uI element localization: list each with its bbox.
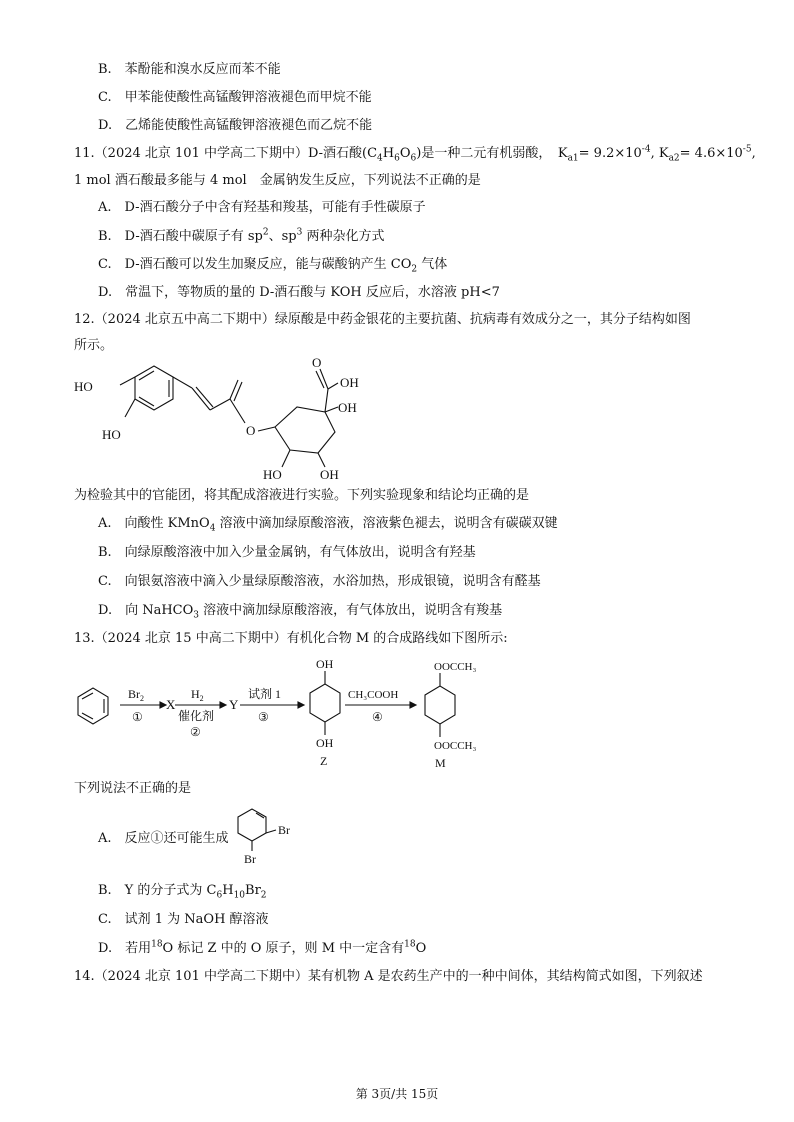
q11-option-a: A. D-酒石酸分子中含有羟基和羧基，可能有手性碳原子 [98, 200, 426, 215]
page-footer: 第 3页/共 15页 [355, 1087, 439, 1101]
ring-oh-label: OH [338, 400, 357, 415]
br-label-1: Br [278, 823, 290, 837]
q11-stem-line2: 1 mol 酒石酸最多能与 4 mol 金属钠发生反应，下列说法不正确的是 [74, 173, 481, 188]
option-c-prev: C. 甲苯能使酸性高锰酸钾溶液褪色而甲烷不能 [98, 90, 372, 105]
reagent-1-label: 试剂 1 [248, 687, 282, 701]
z-top-oh: OH [316, 657, 334, 671]
step-4-label: ④ [372, 710, 383, 724]
m-top-ester: OOCCH₃ [434, 661, 477, 673]
reagent-acetic-acid: CH₃COOH [348, 689, 399, 701]
q12-option-a: A. 向酸性 KMnO$_4$ 溶液中滴加绿原酸溶液，溶液紫色褪去，说明含有碳碳双键 [98, 516, 558, 534]
q12-option-b: B. 向绿原酸溶液中加入少量金属钠，有气体放出，说明含有羟基 [98, 545, 476, 560]
intermediate-x: X [166, 697, 176, 712]
q13-stem: 13.（2024 北京 15 中高二下期中）有机化合物 M 的合成路线如下图所示: [74, 631, 508, 646]
q13-option-b: B. Y 的分子式为 $C_6H_{10}Br_2$ [98, 883, 267, 901]
carbonyl-o-label: O [312, 355, 322, 370]
reagent-h2: $H_2$ [191, 687, 204, 703]
ester-o-label: O [246, 423, 256, 438]
step-1-label: ① [132, 710, 143, 724]
q13-after-text: 下列说法不正确的是 [74, 781, 192, 796]
q11-option-d: D. 常温下，等物质的量的 D-酒石酸与 KOH 反应后，水溶液 pH<7 [98, 285, 500, 300]
q13-option-d: D. 若用$^{18}$O 标记 Z 中的 O 原子，则 M 中一定含有$^{18}$O [98, 939, 427, 956]
dibromocyclohexene-structure [228, 803, 298, 868]
acid-oh-label: OH [340, 375, 359, 390]
compound-z-label: Z [320, 754, 328, 768]
option-d-prev: D. 乙烯能使酸性高锰酸钾溶液褪色而乙烷不能 [98, 118, 373, 133]
step-2-label: ② [190, 725, 201, 739]
option-b-prev: B. 苯酚能和溴水反应而苯不能 [98, 62, 281, 77]
step-3-label: ③ [258, 710, 269, 724]
reagent-br2: $Br_2$ [128, 687, 144, 703]
bottom-oh-label: OH [320, 467, 339, 482]
br-label-2: Br [244, 852, 256, 866]
ho-label-2: HO [102, 427, 121, 442]
q13-option-a: A. 反应①还可能生成 [98, 831, 229, 846]
m-bottom-ester: OOCCH₃ [434, 740, 477, 752]
q11-option-c: C. D-酒石酸可以发生加聚反应，能与碳酸钠产生 $CO_2$ 气体 [98, 257, 448, 275]
q12-option-c: C. 向银氨溶液中滴入少量绿原酸溶液，水浴加热，形成银镜，说明含有醛基 [98, 574, 541, 589]
ho-label-1: HO [74, 379, 93, 394]
q14-stem: 14.（2024 北京 101 中学高二下期中）某有机物 A 是农药生产中的一种中间体，其结构简式如图，下列叙述 [74, 969, 703, 984]
q13-option-c: C. 试剂 1 为 NaOH 醇溶液 [98, 912, 269, 927]
q12-stem-line1: 12.（2024 北京五中高二下期中）绿原酸是中药金银花的主要抗菌、抗病毒有效成分之一，其分子结构如图 [74, 312, 691, 327]
q11-stem-line1: 11.（2024 北京 101 中学高二下期中）D-酒石酸$(C_4H_6O_6)$是一种二元有机弱酸， $K_{a1}= 9.2\times 10^{-4}$, $K_{a2}= 4.6\times 10^{-5}$, [74, 144, 756, 164]
bottom-ho-label: HO [263, 467, 282, 482]
q12-option-d: D. 向 NaHCO$_3$ 溶液中滴加绿原酸溶液，有气体放出，说明含有羧基 [98, 603, 503, 621]
z-bottom-oh: OH [316, 736, 334, 750]
intermediate-y: Y [229, 697, 239, 712]
q12-stem-line2: 所示。 [74, 338, 114, 353]
synthesis-scheme [70, 655, 530, 775]
catalyst-label: 催化剂 [178, 709, 215, 723]
compound-m-label: M [435, 756, 446, 770]
q11-option-b: B. D-酒石酸中碳原子有 $sp^2$、$sp^3$ 两种杂化方式 [98, 227, 385, 244]
q12-after-text: 为检验其中的官能团，将其配成溶液进行实验。下列实验现象和结论均正确的是 [74, 488, 530, 503]
chlorogenic-acid-structure [70, 355, 390, 485]
